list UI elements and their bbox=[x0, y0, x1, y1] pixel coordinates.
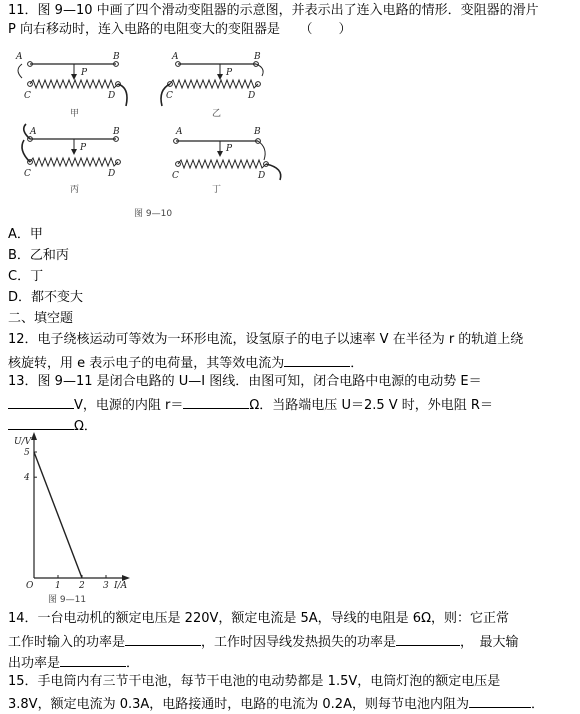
q14-line1: 14．一台电动机的额定电压是 220V，额定电流是 5A，导线的电阻是 6Ω，则：它正常 bbox=[8, 611, 510, 626]
q11-line2: P 向右移动时，连入电路的电阻变大的变阻器是 （ ） bbox=[8, 22, 352, 37]
origin-label: O bbox=[26, 581, 34, 591]
panel-label-jia: 甲 bbox=[70, 109, 80, 119]
svg-text:D: D bbox=[108, 91, 116, 101]
y-axis-label: U/V bbox=[14, 437, 32, 447]
svg-text:B: B bbox=[113, 127, 120, 137]
svg-text:C: C bbox=[166, 91, 173, 101]
q12-line1: 12．电子绕核运动可等效为一环形电流，设氢原子的电子以速率 V 在半径为 r 的轨道上绕 bbox=[8, 332, 524, 347]
q15-internal-resistance-blank[interactable] bbox=[469, 693, 531, 708]
svg-text:D: D bbox=[258, 171, 266, 181]
q11-option-c: C．丁 bbox=[8, 269, 44, 284]
q13-line1: 13．图 9—11 是闭合电路的 U—I 图线．由图可知，闭合电路中电源的电动势 E＝ bbox=[8, 374, 482, 389]
svg-text:C: C bbox=[24, 169, 31, 179]
y-tick-label-5: 5 bbox=[24, 448, 30, 458]
svg-text:D: D bbox=[248, 91, 256, 101]
q11-option-a: A．甲 bbox=[8, 227, 43, 242]
x-tick-label-3: 3 bbox=[103, 581, 109, 591]
x-tick-label-2: 2 bbox=[79, 581, 85, 591]
q14-input-power-blank[interactable] bbox=[125, 631, 201, 646]
q11-option-d: D．都不变大 bbox=[8, 290, 84, 305]
svg-text:A: A bbox=[176, 127, 183, 137]
q12-line2: 核旋转，用 e 表示电子的电荷量，其等效电流为 ． bbox=[8, 352, 363, 373]
figure-9-10-caption: 图 9—10 bbox=[134, 209, 173, 219]
terminal-A: A bbox=[16, 52, 23, 62]
svg-text:B: B bbox=[254, 127, 261, 137]
ui-line-series bbox=[34, 452, 82, 578]
svg-text:P: P bbox=[226, 144, 233, 154]
panel-label-yi: 乙 bbox=[212, 109, 222, 119]
q14-line2: 工作时输入的功率是 ，工作时因导线发热损失的功率是 ， 最大输 bbox=[8, 631, 519, 652]
figure-9-11-caption: 图 9—11 bbox=[48, 595, 87, 605]
q15-line2: 3.8V，额定电流为 0.3A，电路接通时，电路的电流为 0.2A，则每节电池内阻为 ． bbox=[8, 693, 544, 714]
terminal-B: B bbox=[113, 52, 120, 62]
q11-option-b: B．乙和丙 bbox=[8, 248, 69, 263]
q11-line1: 11．图 9—10 中画了四个滑动变阻器的示意图，并表示出了连入电路的情形．变阻器的滑片 bbox=[8, 3, 539, 18]
q14-max-output-blank[interactable] bbox=[60, 652, 126, 667]
svg-text:A: A bbox=[30, 127, 37, 137]
svg-text:P: P bbox=[226, 68, 233, 78]
section-title: 二、填空题 bbox=[8, 311, 74, 326]
svg-text:P: P bbox=[80, 143, 87, 153]
x-tick-label-1: 1 bbox=[55, 581, 61, 591]
panel-label-bing: 丙 bbox=[70, 185, 80, 195]
svg-text:B: B bbox=[254, 52, 261, 62]
y-tick-label-4: 4 bbox=[24, 473, 30, 484]
q14-heat-loss-blank[interactable] bbox=[396, 631, 460, 646]
svg-text:D: D bbox=[108, 169, 116, 179]
q14-line3: 出功率是 ． bbox=[8, 652, 139, 673]
svg-text:C: C bbox=[24, 91, 31, 101]
x-axis-label: I/A bbox=[114, 581, 128, 591]
svg-text:P: P bbox=[81, 68, 88, 78]
q13-line3: Ω． bbox=[8, 415, 97, 436]
svg-text:A: A bbox=[172, 52, 179, 62]
svg-text:C: C bbox=[172, 171, 179, 181]
panel-label-ding: 丁 bbox=[212, 185, 222, 195]
q15-line1: 15．手电筒内有三节干电池，每节干电池的电动势都是 1.5V，电筒灯泡的额定电压是 bbox=[8, 674, 501, 689]
q13-line2: V，电源的内阻 r＝ Ω．当路端电压 U＝2.5 V 时，外电阻 R＝ bbox=[8, 394, 493, 415]
